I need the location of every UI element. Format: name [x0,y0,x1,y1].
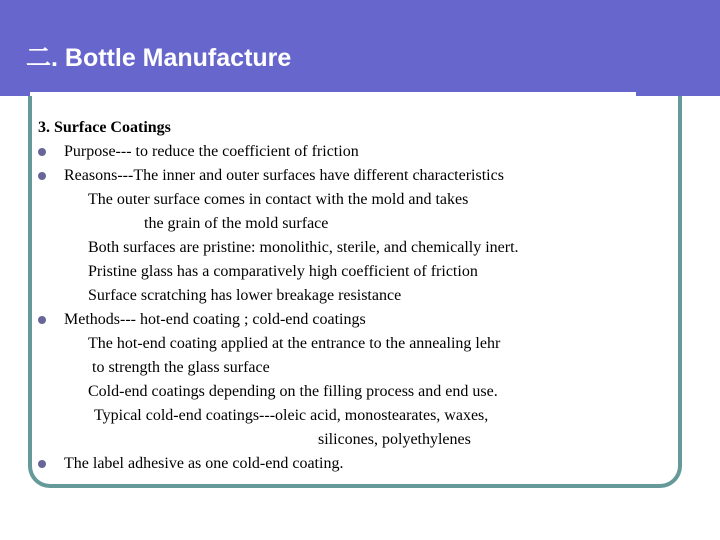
reasons-detail-3: Both surfaces are pristine: monolithic, sterile, and chemically inert. [88,239,519,256]
bullet-reasons: Reasons---The inner and outer surfaces have different characteristics [64,167,504,184]
bullet-icon [38,148,46,156]
slide-title: 二. Bottle Manufacture [26,44,292,72]
reasons-detail-1: The outer surface comes in contact with the mold and takes [88,191,469,208]
section-heading: 3. Surface Coatings [38,119,171,136]
title-underline [30,92,636,96]
reasons-detail-2: the grain of the mold surface [144,215,329,232]
methods-detail-1: The hot-end coating applied at the entrance to the annealing lehr [88,335,501,352]
bullet-label-adhesive: The label adhesive as one cold-end coating. [64,455,344,472]
reasons-detail-4: Pristine glass has a comparatively high coefficient of friction [88,263,478,280]
bullet-icon [38,316,46,324]
methods-detail-5: silicones, polyethylenes [318,431,471,448]
bullet-icon [38,460,46,468]
methods-detail-4: Typical cold-end coatings---oleic acid, monostearates, waxes, [94,407,489,424]
methods-detail-2: to strength the glass surface [92,359,270,376]
bullet-icon [38,172,46,180]
header-bar [0,0,720,96]
bullet-purpose: Purpose--- to reduce the coefficient of friction [64,143,359,160]
bullet-methods: Methods--- hot-end coating ; cold-end coatings [64,311,366,328]
methods-detail-3: Cold-end coatings depending on the filling process and end use. [88,383,498,400]
reasons-detail-5: Surface scratching has lower breakage resistance [88,287,402,304]
